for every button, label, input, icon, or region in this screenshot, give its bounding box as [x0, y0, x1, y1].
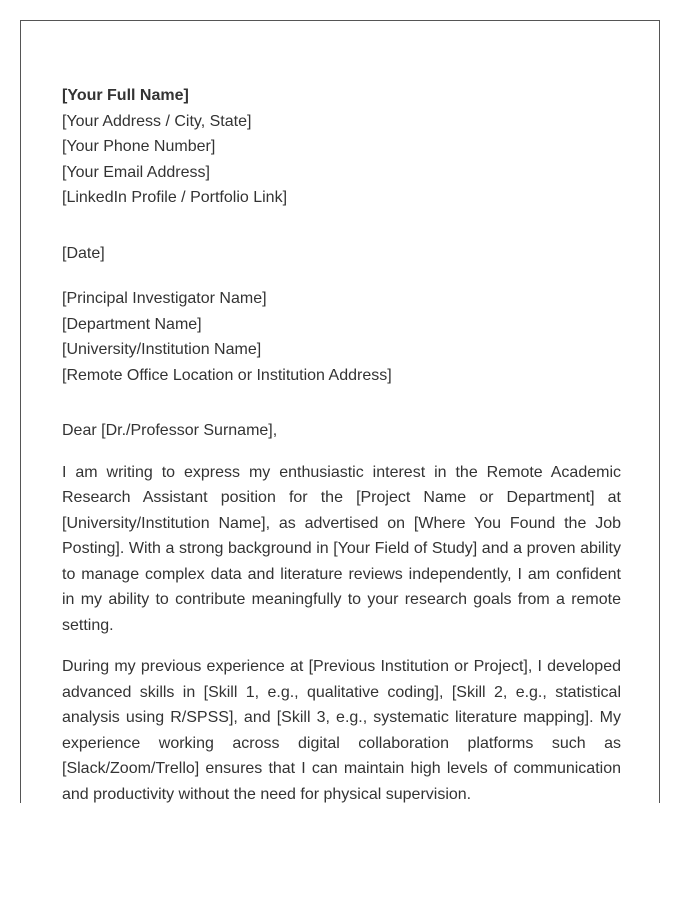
recipient-address: [Remote Office Location or Institution Address] — [62, 366, 392, 384]
recipient-name: [Principal Investigator Name] — [62, 290, 267, 307]
sender-block — [62, 83, 621, 211]
letter-content — [62, 83, 621, 803]
letter-page — [20, 20, 660, 803]
letter-date: [Date] — [62, 244, 105, 262]
body-paragraph-2: During my previous experience at [Previous Institution or Project], I developed advanced skills in [Skill 1, e.g., qualitative coding], [Skill 2, e.g., statistical analysis using R/SPSS], and [Skill 3, e.g., systematic literature mapping]. My experience working across digital collaboration platforms such as [Slack/Zoom/Trello] ensures that I can maintain high levels of communication and productivity without the need for physical supervision. — [62, 658, 621, 803]
sender-link: [LinkedIn Profile / Portfolio Link] — [62, 189, 288, 206]
sender-name: [Your Full Name] — [62, 87, 189, 104]
recipient-department: [Department Name] — [62, 315, 202, 333]
sender-address: [Your Address / City, State] — [62, 112, 252, 130]
sender-phone: [Your Phone Number] — [62, 138, 216, 155]
date-block — [62, 241, 621, 267]
body-paragraph-1: I am writing to express my enthusiastic interest in the Remote Academic Research Assistant position for the [Project Name or Department] at [University/Institution Name], as advertised on [Where You Found the Job Posting]. With a strong background in [Your Field of Study] and a proven ability to manage complex data and literature reviews independently, I am confident in my ability to contribute meaningfully to your research goals from a remote setting. — [62, 463, 621, 634]
recipient-institution: [University/Institution Name] — [62, 341, 262, 358]
sender-email: [Your Email Address] — [62, 163, 210, 181]
salutation: Dear [Dr./Professor Surname], — [62, 422, 278, 439]
recipient-block — [62, 286, 621, 388]
